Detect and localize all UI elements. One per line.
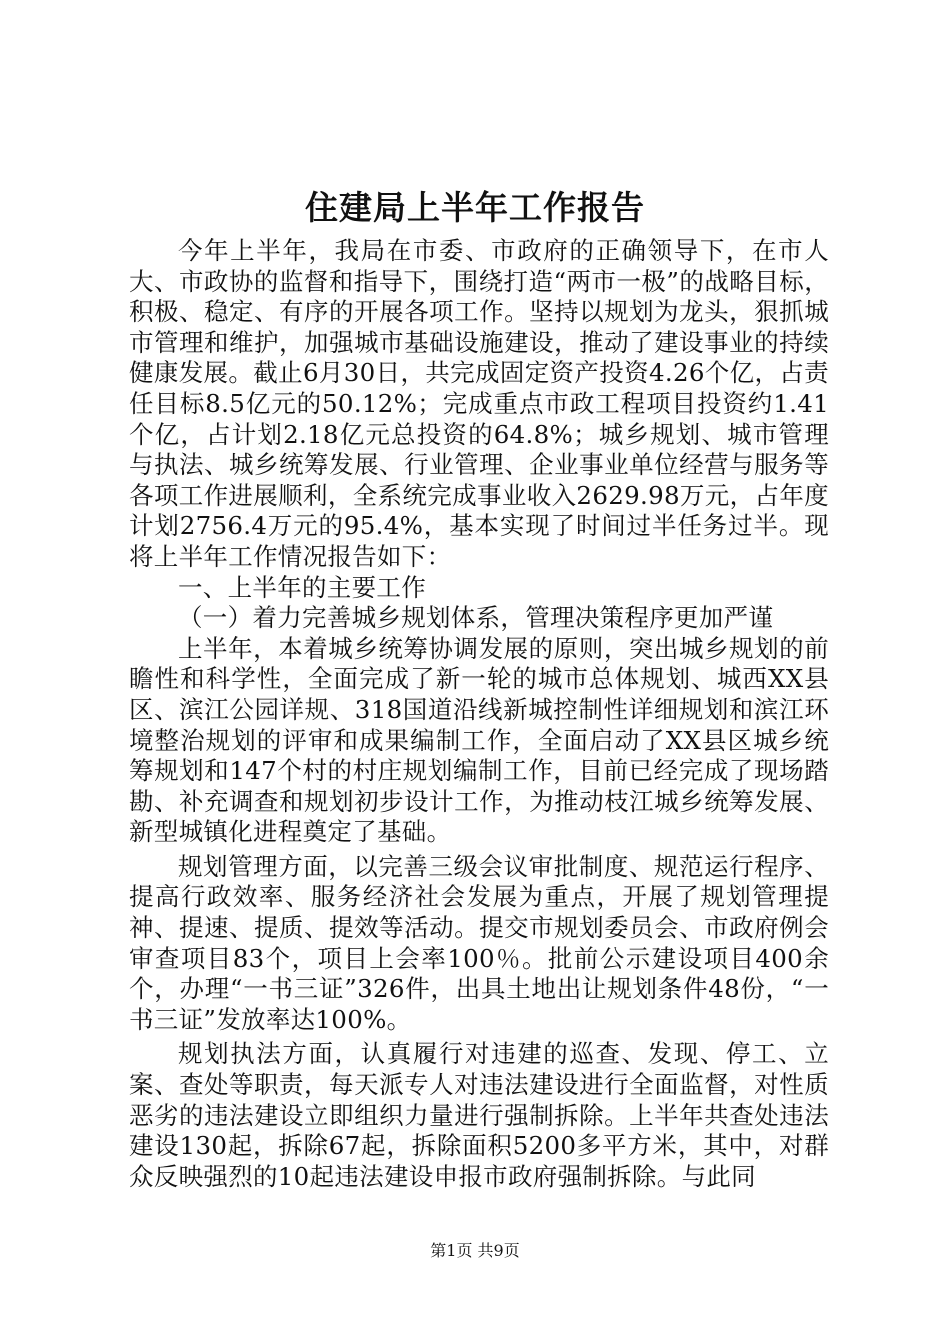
planning-enforcement-paragraph: 规划执法方面，认真履行对违建的巡查、发现、停工、立案、查处等职责，每天派专人对违法建设进行全面监督，对性质恶劣的违法建设立即组织力量进行强制拆除。上半年共查处违法建设130起，拆除67起，拆除面积5200多平方米，其中，对群众反映强烈的10起违法建设申报市政府强制拆除。与此同 <box>129 1039 829 1191</box>
intro-paragraph: 今年上半年，我局在市委、市政府的正确领导下，在市人大、市政协的监督和指导下，围绕打造“两市一极”的战略目标，积极、稳定、有序的开展各项工作。坚持以规划为龙头，狠抓城市管理和维护，加强城市基础设施建设，推动了建设事业的持续健康发展。截止6月30日，共完成固定资产投资4.26个亿，占责任目标8.5亿元的50.12%；完成重点市政工程项目投资约1.41个亿，占计划2.18亿元总投资的64.8%；城乡规划、城市管理与执法、城乡统筹发展、行业管理、企业事业单位经营与服务等各项工作进展顺利，全系统完成事业收入2629.98万元，占年度计划2756.4万元的95.4%，基本实现了时间过半任务过半。现将上半年工作情况报告如下： <box>129 236 829 571</box>
page-footer: 第1页 共9页 <box>430 1241 520 1260</box>
planning-paragraph: 上半年，本着城乡统筹协调发展的原则，突出城乡规划的前瞻性和科学性，全面完成了新一轮的城市总体规划、城西XX县区、滨江公园详规、318国道沿线新城控制性详细规划和滨江环境整治规划的评审和成果编制工作，全面启动了XX县区城乡统筹规划和147个村的村庄规划编制工作，目前已经完成了现场踏勘、补充调查和规划初步设计工作，为推动枝江城乡统筹发展、新型城镇化进程奠定了基础。 <box>129 633 829 847</box>
section-heading: 一、上半年的主要工作 <box>178 572 426 602</box>
document-body <box>129 236 829 1192</box>
document-title: 住建局上半年工作报告 <box>305 188 645 227</box>
planning-management-paragraph: 规划管理方面，以完善三级会议审批制度、规范运行程序、提高行政效率、服务经济社会发展为重点，开展了规划管理提神、提速、提质、提效等活动。提交市规划委员会、市政府例会审查项目83个，项目上会率100％。批前公示建设项目400余个，办理“一书三证”326件，出具土地出让规划条件48份，“一书三证”发放率达100%。 <box>129 851 829 1034</box>
subsection-heading: （一）着力完善城乡规划体系，管理决策程序更加严谨 <box>178 603 774 633</box>
